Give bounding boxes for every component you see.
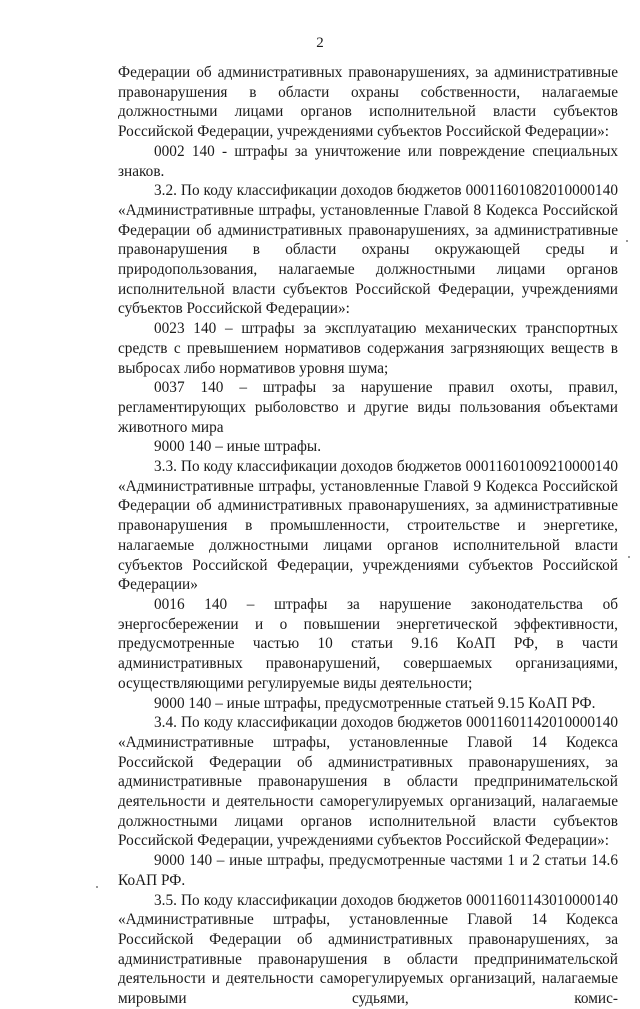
paragraph-3-5: 3.5. По коду классификации доходов бюджетов 00011601143010000140 «Административные штрафы, установленные Главой 14 Кодекса Российской Федерации об административных правонарушениях, за административные правонарушения в области предпринимательской деятельности и деятельности саморегулируемых организаций, налагаемые мировыми судьями, комис- xyxy=(118,891,618,1008)
paragraph-code-0037: 0037 140 – штрафы за нарушение правил охоты, правил, регламентирующих рыболовство и другие виды пользования объектами животного мира xyxy=(118,379,618,436)
scan-speck xyxy=(628,556,630,558)
paragraph-code-9000-b: 9000 140 – иные штрафы, предусмотренные статьей 9.15 КоАП РФ. xyxy=(154,694,596,712)
scan-speck xyxy=(96,886,98,888)
paragraph-code-0002: 0002 140 - штрафы за уничтожение или повреждение специальных знаков. xyxy=(118,142,618,180)
paragraph-3-4: 3.4. По коду классификации доходов бюджетов 00011601142010000140 «Административные штрафы, установленные Главой 14 Кодекса Российской Федерации об административных правонарушениях, за административные правонарушения в области предпринимательской деятельности и деятельности саморегулируемых организаций, налагаемые должностными лицами органов исполнительной власти субъектов Российской Федерации, учреждениями субъектов Российской Федерации»: xyxy=(118,714,618,850)
paragraph-code-0016: 0016 140 – штрафы за нарушение законодательства об энергосбережении и о повышении энергетической эффективности, предусмотренные частью 10 статьи 9.16 КоАП РФ, в части административных правонарушений, совершаемых организациями, осуществляющими регулируемые виды деятельности; xyxy=(118,595,618,692)
page-number: 2 xyxy=(316,35,324,51)
document-body xyxy=(118,63,618,1009)
scan-speck xyxy=(626,240,628,242)
paragraph-3-3: 3.3. По коду классификации доходов бюджетов 00011601009210000140 «Административные штрафы, установленные Главой 9 Кодекса Российской Федерации об административных правонарушениях, за административные правонарушения в промышленности, строительстве и энергетике, налагаемые должностными лицами органов исполнительной власти субъектов Российской Федерации, учреждениями субъектов Российской Федерации» xyxy=(118,458,618,594)
paragraph-continuation: Федерации об административных правонарушениях, за административные правонарушения в области охраны собственности, налагаемые должностными лицами органов исполнительной власти субъектов Российской Федерации, учреждениями субъектов Российской Федерации»: xyxy=(118,64,618,141)
paragraph-3-2: 3.2. По коду классификации доходов бюджетов 00011601082010000140 «Административные штрафы, установленные Главой 8 Кодекса Российской Федерации об административных правонарушениях, за административные правонарушения в области охраны окружающей среды и природопользования, налагаемые должностными лицами органов исполнительной власти субъектов Российской Федерации, учреждениями субъектов Российской Федерации»: xyxy=(118,182,618,318)
paragraph-code-9000-a: 9000 140 – иные штрафы. xyxy=(154,438,322,456)
paragraph-code-9000-c: 9000 140 – иные штрафы, предусмотренные частями 1 и 2 статьи 14.6 КоАП РФ. xyxy=(118,852,618,889)
paragraph-code-0023: 0023 140 – штрафы за эксплуатацию механических транспортных средств с превышением нормативов содержания загрязняющих веществ в выбросах либо нормативов уровня шума; xyxy=(118,320,618,377)
